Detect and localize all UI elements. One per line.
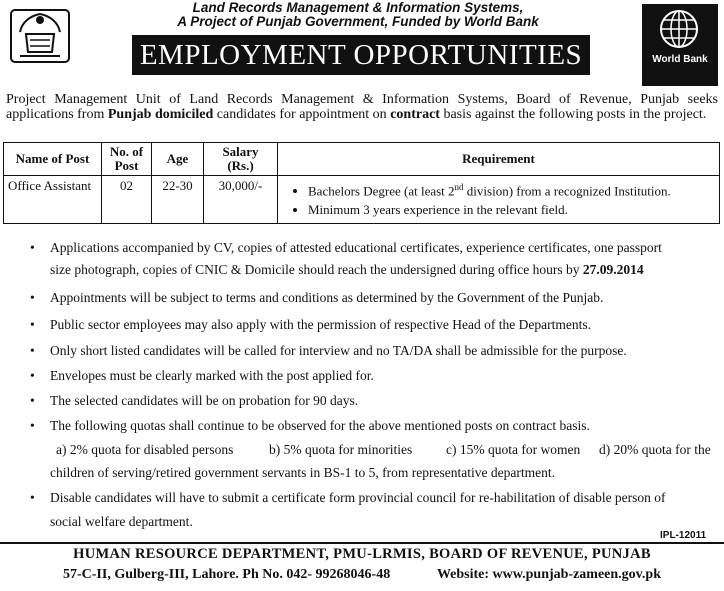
requirement-text: division) from a recognized Institution. [463, 183, 671, 199]
condition-text: social welfare department. [50, 514, 193, 529]
list-item [50, 511, 193, 533]
footer-department: HUMAN RESOURCE DEPARTMENT, PMU-LRMIS, BOARD OF REVENUE, PUNJAB [73, 546, 651, 562]
list-item [30, 237, 716, 259]
bullet-icon: • [30, 317, 35, 332]
footer-contact [0, 567, 724, 583]
ad-header [0, 0, 724, 92]
cell-age: 22-30 [152, 176, 204, 224]
list-item [30, 365, 374, 387]
condition-text: The following quotas shall continue to be observed for the above mentioned posts on contract basis. [50, 418, 590, 433]
list-item [50, 259, 716, 281]
condition-text: Only short listed candidates will be called for interview and no TA/DA shall be admissible for the purpose. [50, 343, 627, 358]
bullet-icon: • [30, 343, 35, 358]
intro-emphasis-contract: contract [390, 107, 440, 122]
cell-requirement [278, 176, 720, 224]
deadline-date: 27.09.2014 [582, 262, 644, 277]
requirement-superscript: nd [454, 182, 464, 192]
list-item [30, 287, 604, 309]
condition-text: Public sector employees may also apply with the permission of respective Head of the Departments. [50, 317, 591, 332]
bullet-icon: • [30, 290, 35, 305]
condition-text: Disable candidates will have to submit a certificate form provincial council for re-habilitation of disable person of [50, 490, 666, 505]
cell-post: Office Assistant [4, 176, 102, 224]
col-header-post: Name of Post [4, 143, 102, 176]
col-header-salary: Salary (Rs.) [204, 143, 278, 176]
requirement-list [282, 178, 715, 219]
org-name-line: Land Records Management & Information Systems, [192, 0, 524, 15]
list-item [30, 487, 716, 509]
quota-d: d) 20% quota for the [599, 442, 711, 457]
bullet-icon: • [30, 368, 35, 383]
ipl-reference: IPL-12011 [660, 530, 707, 541]
bullet-icon: • [30, 240, 35, 255]
list-item [30, 314, 591, 336]
intro-text: basis against the following posts in the project. [439, 107, 707, 122]
list-item [30, 390, 359, 412]
quota-a: a) 2% quota for disabled persons [56, 442, 234, 457]
page-title: EMPLOYMENT OPPORTUNITIES [132, 35, 590, 75]
condition-text: children of serving/retired government servants in BS-1 to 5, from representative department. [50, 465, 555, 480]
bullet-icon: • [30, 393, 35, 408]
list-item [30, 340, 627, 362]
list-item [30, 415, 590, 437]
quota-b: b) 5% quota for minorities [269, 442, 413, 457]
bullet-icon: • [30, 490, 35, 505]
list-item: • Minimum 3 years experience in the relevant field. [308, 200, 715, 219]
intro-text: Project Management Unit of Land Records Management & Information Systems, Board of Revenue, Punjab seeks applications from [6, 92, 718, 122]
col-header-no: No. of Post [102, 143, 152, 176]
bullet-icon: • [30, 418, 35, 433]
col-header-requirement: Requirement [278, 143, 720, 176]
col-header-age: Age [152, 143, 204, 176]
condition-text: Appointments will be subject to terms and conditions as determined by the Government of the Punjab. [50, 290, 604, 305]
table-row [4, 176, 720, 224]
intro-paragraph [6, 92, 718, 122]
condition-text: Applications accompanied by CV, copies of attested educational certificates, experience certificates, one passport [50, 240, 662, 255]
globe-icon [658, 8, 700, 50]
list-item [308, 178, 715, 200]
cell-no: 02 [102, 176, 152, 224]
condition-text: The selected candidates will be on probation for 90 days. [50, 393, 359, 408]
punjab-govt-emblem-icon [8, 6, 72, 66]
condition-text: Envelopes must be clearly marked with the post applied for. [50, 368, 374, 383]
list-item [50, 462, 555, 484]
requirement-text: Bachelors Degree (at least 2 [308, 183, 455, 199]
world-bank-label: World Bank [652, 54, 708, 65]
footer-website-link[interactable]: Website: www.punjab-zameen.gov.pk [436, 567, 661, 582]
table-header-row [4, 143, 720, 176]
condition-text: size photograph, copies of CNIC & Domicile should reach the undersigned during office hours by [50, 262, 583, 277]
footer-divider [0, 542, 724, 544]
org-project-line: A Project of Punjab Government, Funded by World Bank [177, 14, 539, 29]
cell-salary: 30,000/- [204, 176, 278, 224]
quota-c: c) 15% quota for women [446, 442, 581, 457]
intro-text: candidates for appointment on [213, 107, 391, 122]
posts-table [3, 142, 720, 224]
world-bank-logo [642, 4, 718, 86]
intro-emphasis-domicile: Punjab domiciled [107, 107, 214, 122]
footer-address: 57-C-II, Gulberg-III, Lahore. Ph No. 042- 99268046-48 [63, 567, 391, 582]
